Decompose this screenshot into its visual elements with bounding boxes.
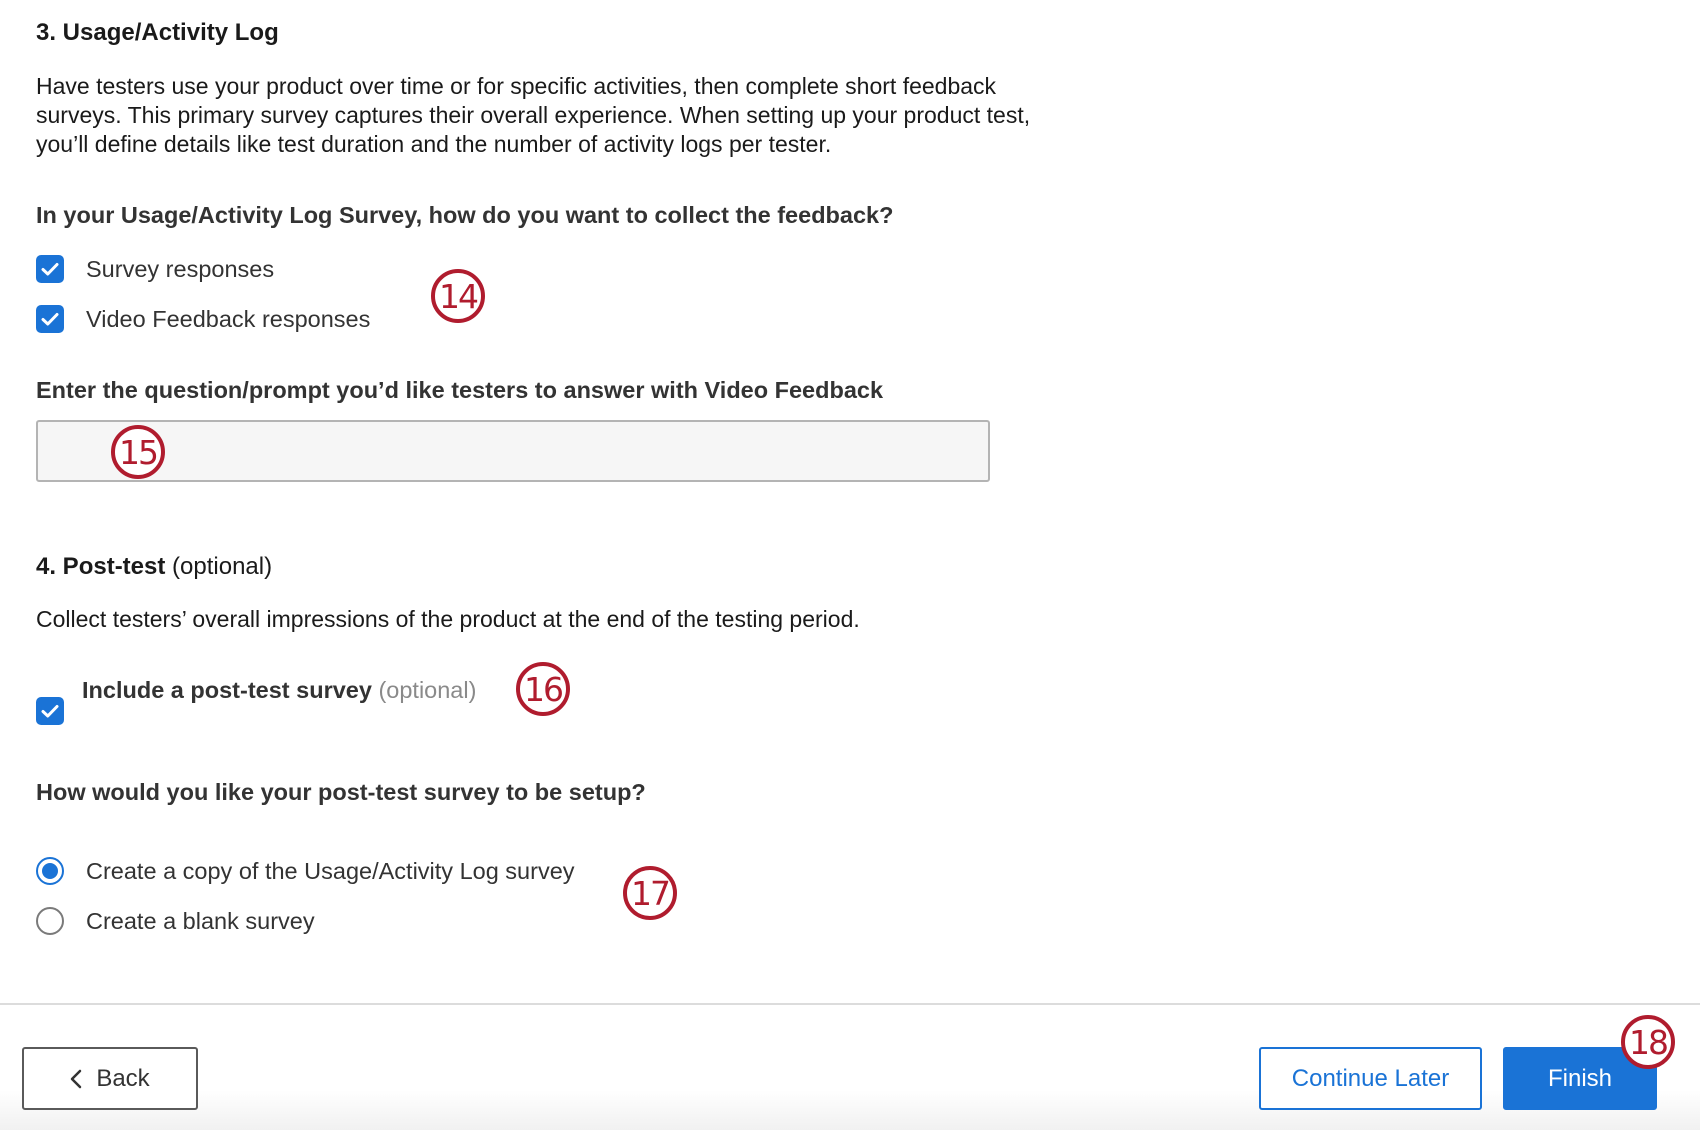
annotation-marker-17: 17 xyxy=(623,866,677,920)
option-copy-usage-survey[interactable] xyxy=(36,857,575,885)
radio-selected-dot xyxy=(42,863,58,879)
include-post-test-optional: (optional) xyxy=(378,677,477,703)
post-test-setup-question: How would you like your post-test survey to be setup? xyxy=(36,779,646,805)
section-3-description xyxy=(36,72,1156,159)
back-button-label: Back xyxy=(96,1064,150,1092)
include-post-test-checkbox-wrap[interactable] xyxy=(36,697,64,725)
video-prompt-question: Enter the question/prompt you’d like testers to answer with Video Feedback xyxy=(36,377,884,403)
video-feedback-label: Video Feedback responses xyxy=(86,305,371,332)
section-4-description xyxy=(36,605,1156,634)
section-3-title xyxy=(36,19,279,47)
section-4-description-line: Collect testers’ overall impressions of the product at the end of the testing period. xyxy=(36,606,860,632)
survey-responses-checkbox[interactable] xyxy=(36,255,64,283)
footer-divider xyxy=(0,1003,1700,1005)
section-3-description-line: Have testers use your product over time or for specific activities, then complete short feedback xyxy=(36,73,997,99)
copy-usage-survey-radio[interactable] xyxy=(36,857,64,885)
option-video-feedback-responses[interactable] xyxy=(36,305,370,333)
annotation-marker-18: 18 xyxy=(1621,1015,1675,1069)
annotation-marker-16: 16 xyxy=(516,662,570,716)
copy-usage-survey-label: Create a copy of the Usage/Activity Log survey xyxy=(86,857,575,884)
chevron-left-icon xyxy=(70,1069,82,1089)
checkmark-icon xyxy=(41,262,59,276)
option-blank-survey[interactable] xyxy=(36,907,315,935)
continue-later-button[interactable]: Continue Later xyxy=(1259,1047,1482,1110)
checkmark-icon xyxy=(41,312,59,326)
blank-survey-radio[interactable] xyxy=(36,907,64,935)
annotation-marker-14: 14 xyxy=(431,269,485,323)
include-post-test-checkbox[interactable] xyxy=(36,697,64,725)
section-3-title-text: 3. Usage/Activity Log xyxy=(36,19,279,46)
include-post-test-label-text: Include a post-test survey xyxy=(82,677,372,703)
annotation-marker-15: 15 xyxy=(111,425,165,479)
video-feedback-checkbox[interactable] xyxy=(36,305,64,333)
section-3-description-line: surveys. This primary survey captures their overall experience. When setting up your product test, xyxy=(36,102,1031,128)
back-button[interactable] xyxy=(22,1047,198,1110)
finish-button[interactable]: Finish xyxy=(1503,1047,1657,1110)
section-4-title xyxy=(36,553,272,581)
include-post-test-label[interactable] xyxy=(82,677,476,704)
blank-survey-label: Create a blank survey xyxy=(86,907,315,934)
checkmark-icon xyxy=(41,704,59,718)
collect-feedback-question: In your Usage/Activity Log Survey, how do you want to collect the feedback? xyxy=(36,202,894,228)
video-prompt-input[interactable] xyxy=(36,420,990,482)
option-survey-responses[interactable] xyxy=(36,255,274,283)
section-3-description-line: you’ll define details like test duration and the number of activity logs per tester. xyxy=(36,131,832,157)
section-4-title-optional: (optional) xyxy=(172,553,273,580)
survey-responses-label: Survey responses xyxy=(86,255,275,282)
section-4-title-text: 4. Post-test xyxy=(36,553,166,580)
